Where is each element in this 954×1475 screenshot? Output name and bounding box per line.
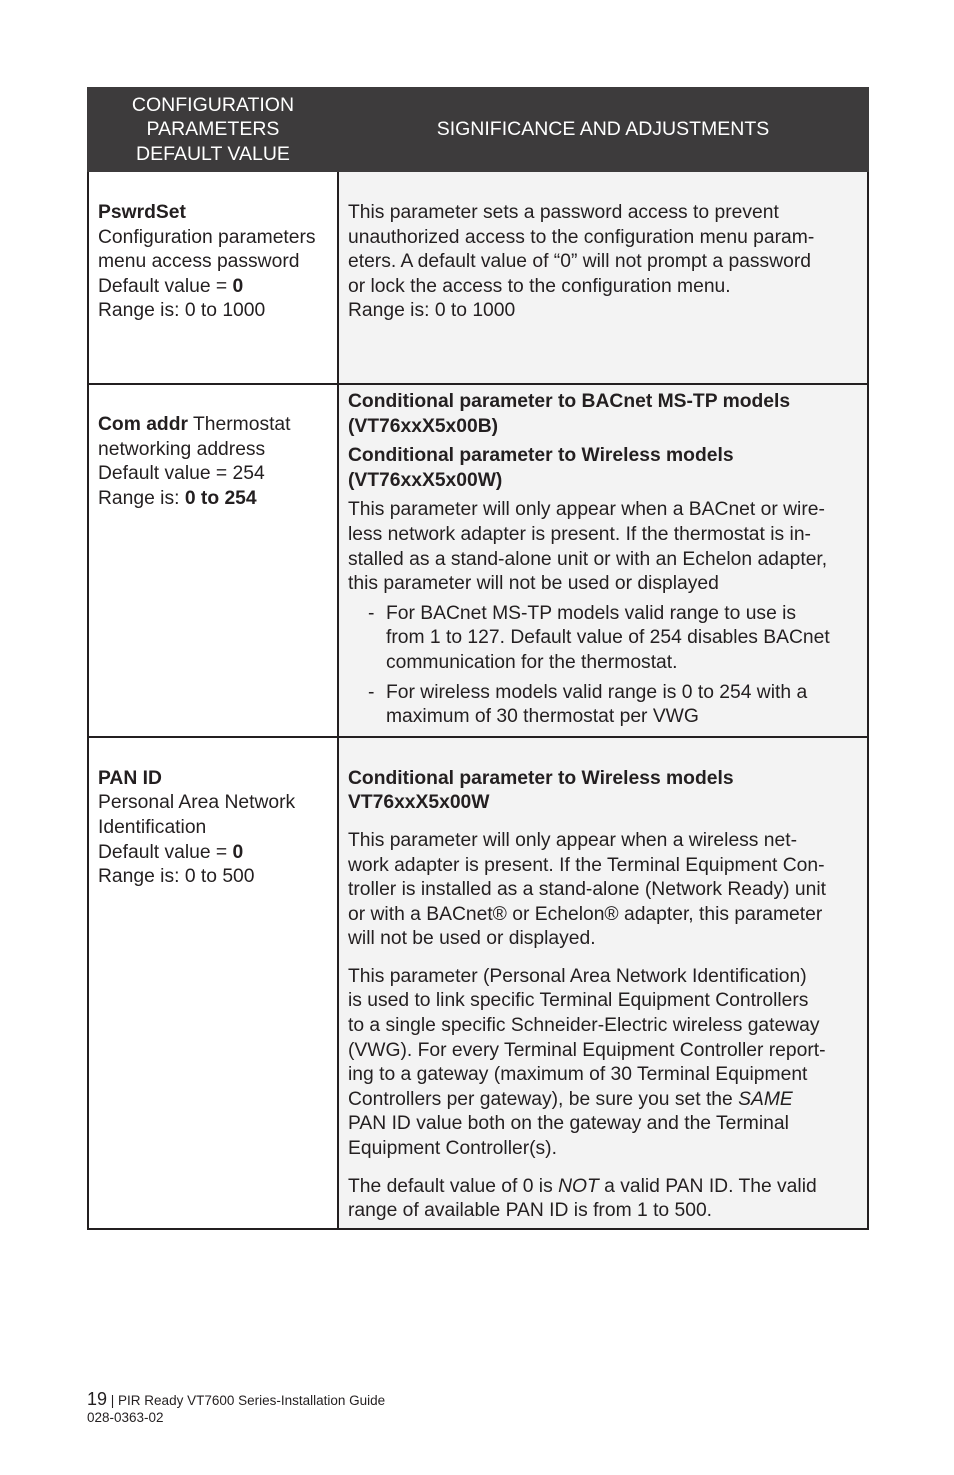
text-line: or with a BACnet® or Echelon® adapter, this parameter [348, 903, 823, 925]
text-line: is used to link specific Terminal Equipment Controllers [348, 990, 809, 1012]
default-number: 0 [232, 841, 244, 863]
text-line: Equipment Controller(s). [348, 1138, 557, 1160]
guide-title: PIR Ready VT7600 Series-Installation Guide [118, 1393, 386, 1408]
header-significance: SIGNIFICANCE AND ADJUSTMENTS [338, 87, 868, 172]
parameter-name: PAN ID [98, 767, 162, 789]
parameter-name: PswrdSet [98, 202, 186, 223]
list-item [348, 681, 859, 730]
text-line: maximum of 30 thermostat per VWG [386, 706, 699, 728]
text-line: For BACnet MS-TP models valid range to use is [386, 602, 797, 624]
emphasis-text: NOT [558, 1175, 599, 1197]
header-line: CONFIGURATION [131, 93, 295, 116]
significance-cell [338, 737, 868, 1229]
text-line: PAN ID value both on the gateway and the Terminal [348, 1113, 789, 1135]
text-line: (VWG). For every Terminal Equipment Controller report- [348, 1039, 826, 1061]
conditional-note: Conditional parameter to Wireless models [348, 445, 734, 467]
list-item [348, 602, 859, 676]
text-line: unauthorized access to the configuration menu param- [348, 226, 815, 248]
text-line: or lock the access to the configuration menu. [348, 275, 731, 297]
text-line: work adapter is present. If the Terminal Equipment Con- [348, 854, 825, 876]
text-line: this parameter will not be used or displayed [348, 573, 719, 595]
range-number: 0 to 254 [184, 487, 257, 509]
text-line: For wireless models valid range is 0 to 254 with a [386, 681, 808, 703]
default-value: Default value = 254 [98, 463, 265, 485]
header-parameters-default [88, 87, 338, 172]
range-label: Range is: [98, 487, 185, 509]
parameter-desc-line: menu access password [98, 251, 300, 273]
page-footer [87, 1389, 385, 1425]
parameter-cell [88, 172, 338, 384]
parameter-desc-inline: Thermostat [188, 414, 291, 435]
parameter-desc-line: networking address [98, 438, 266, 460]
page-number: 19 [87, 1389, 108, 1409]
default-label: Default value = [98, 841, 233, 863]
header-line: DEFAULT VALUE [136, 142, 290, 165]
range-value [98, 487, 329, 512]
paragraph [348, 1175, 859, 1224]
text-line: communication for the thermostat. [386, 651, 678, 673]
table-row [88, 384, 868, 737]
default-value [98, 841, 329, 866]
text-line: ing to a gateway (maximum of 30 Terminal Equipment [348, 1064, 808, 1086]
text-line: This parameter will only appear when a wireless net- [348, 829, 798, 851]
dash-bullet: - [368, 681, 375, 703]
text-line [348, 1175, 859, 1200]
parameter-desc-line: Personal Area Network [98, 792, 296, 814]
text-line: stalled as a stand-alone unit or with an Echelon adapter, [348, 548, 828, 570]
conditional-note: VT76xxX5x00W [348, 792, 490, 814]
text-line: less network adapter is present. If the thermostat is in- [348, 523, 811, 545]
header-line: PARAMETERS [146, 118, 280, 141]
text-line [348, 1088, 859, 1113]
table-row [88, 737, 868, 1229]
text-fragment: The default value of 0 is [348, 1175, 559, 1197]
text-line: will not be used or displayed. [348, 928, 596, 950]
default-label: Default value = [98, 275, 233, 297]
text-fragment: a valid PAN ID. The valid [598, 1175, 817, 1197]
parameter-name: Com addr [98, 414, 188, 435]
footer-separator: | [107, 1393, 119, 1408]
paragraph [348, 829, 859, 952]
text-line: troller is installed as a stand-alone (Network Ready) unit [348, 879, 826, 901]
parameter-desc-line: Identification [98, 816, 207, 838]
range-value: Range is: 0 to 500 [98, 866, 255, 888]
parameter-title-line [98, 413, 329, 438]
emphasis-text: SAME [738, 1088, 793, 1110]
parameter-desc-line: Configuration parameters [98, 226, 316, 248]
table-header-row [88, 87, 868, 172]
conditional-block [348, 444, 859, 493]
conditional-note: (VT76xxX5x00W) [348, 469, 503, 491]
text-fragment: Controllers per gateway), be sure you set the [348, 1088, 739, 1110]
conditional-note: Conditional parameter to BACnet MS-TP models [348, 391, 791, 412]
text-line: This parameter sets a password access to prevent [348, 202, 779, 223]
configuration-parameters-table [87, 87, 869, 1230]
parameter-cell [88, 737, 338, 1229]
significance-cell [338, 172, 868, 384]
text-line: range of available PAN ID is from 1 to 500. [348, 1200, 713, 1222]
text-line: to a single specific Schneider-Electric wireless gateway [348, 1015, 820, 1037]
text-line: Range is: 0 to 1000 [348, 300, 516, 322]
paragraph [348, 965, 859, 1162]
description-block [348, 498, 859, 596]
conditional-note: (VT76xxX5x00B) [348, 415, 499, 437]
text-line: This parameter (Personal Area Network Identification) [348, 965, 807, 987]
parameter-cell [88, 384, 338, 737]
range-value: Range is: 0 to 1000 [98, 300, 266, 322]
table-row [88, 172, 868, 384]
document-number: 028-0363-02 [87, 1410, 164, 1425]
significance-cell [338, 384, 868, 737]
text-line: eters. A default value of “0” will not prompt a password [348, 251, 811, 273]
default-value [98, 275, 329, 300]
text-line: from 1 to 127. Default value of 254 disables BACnet [386, 627, 830, 649]
default-number: 0 [232, 275, 244, 297]
dash-bullet: - [368, 602, 375, 624]
text-line: This parameter will only appear when a BACnet or wire- [348, 499, 825, 521]
conditional-note: Conditional parameter to Wireless models [348, 767, 734, 789]
